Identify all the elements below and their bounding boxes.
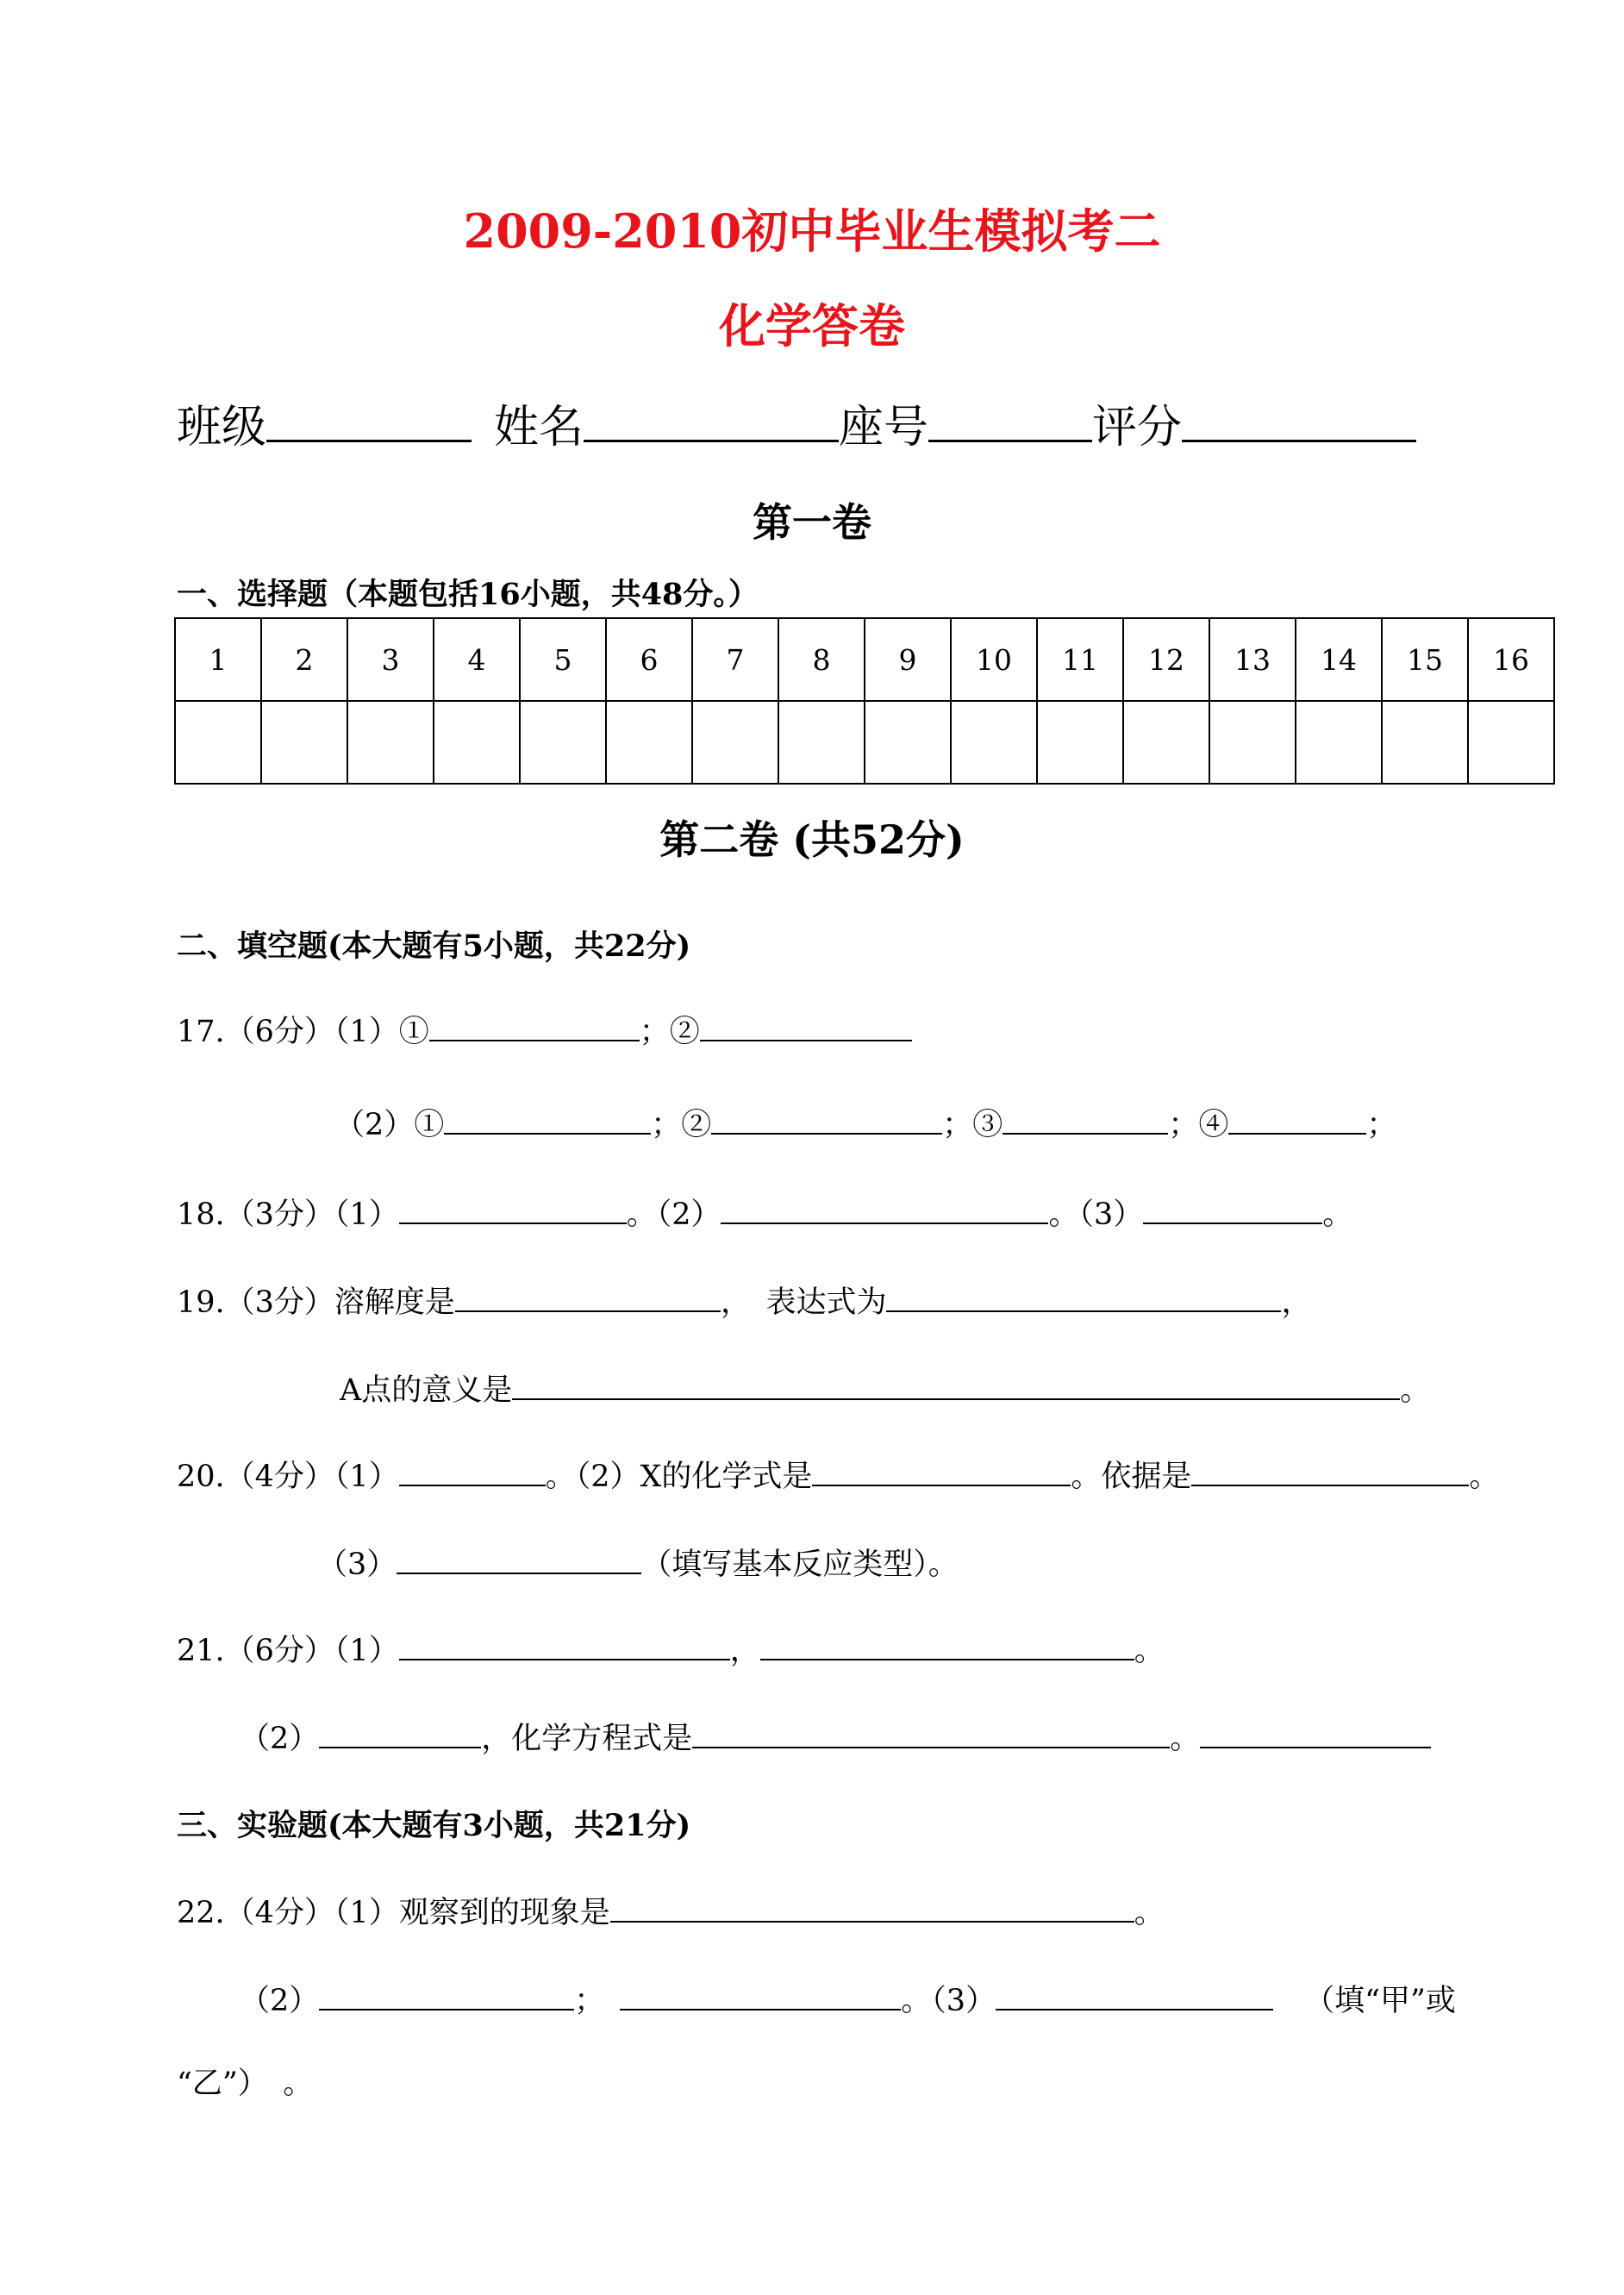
q21-line1 [177, 1626, 1165, 1666]
q19-b-blank[interactable] [512, 1366, 1400, 1400]
answer-table-number-cell: 14 [1296, 618, 1382, 701]
q20-3-blank[interactable] [1191, 1452, 1469, 1486]
q19-line2 [340, 1366, 1431, 1408]
section2-title: 二、填空题(本大题有5小题，共22分) [177, 929, 691, 964]
part2-heading: 第二卷 (共52分) [659, 816, 965, 863]
answer-table-answer-cell[interactable] [1037, 701, 1123, 784]
answer-table-answer-row [175, 701, 1554, 784]
q22-line2 [240, 1976, 1456, 2016]
q20-sep2: 。（2）X的化学式是 [545, 1460, 813, 1494]
answer-table-number-cell: 1 [175, 618, 261, 701]
q17-label: 17.（6分）（1）① [177, 1015, 429, 1049]
answer-table-answer-cell[interactable] [606, 701, 692, 784]
q22-b-1-blank[interactable] [319, 1976, 574, 2010]
q19-label: 19.（3分）溶解度是 [177, 1285, 455, 1320]
q20-sep3: 。依据是 [1071, 1460, 1192, 1494]
q22-line1 [177, 1888, 1165, 1928]
q18-1-blank[interactable] [399, 1190, 627, 1224]
exam-subtitle: 化学答卷 [719, 298, 905, 353]
answer-table-answer-cell[interactable] [347, 701, 434, 784]
q20-line1 [177, 1452, 1500, 1494]
q20-b-blank[interactable] [397, 1540, 641, 1574]
q21-label: 21.（6分）（1） [177, 1634, 399, 1668]
answer-table-number-cell: 3 [347, 618, 434, 701]
q22-end: 。 [1134, 1896, 1165, 1930]
answer-table-number-cell: 13 [1209, 618, 1296, 701]
q17-2-sep2: ；② [651, 1108, 712, 1142]
answer-table-number-cell: 15 [1382, 618, 1468, 701]
q21-b-1-blank[interactable] [319, 1714, 481, 1748]
q17-2-4-blank[interactable] [1228, 1100, 1366, 1135]
q22-b-sep3: 。（3） [901, 1984, 996, 2018]
q17-2-sep3: ；③ [942, 1108, 1003, 1142]
answer-table-answer-cell[interactable] [1296, 701, 1382, 784]
class-field[interactable] [266, 395, 472, 442]
q22-line3 [177, 2064, 313, 2104]
answer-table-number-cell: 2 [261, 618, 347, 701]
q20-1-blank[interactable] [399, 1452, 546, 1486]
answer-table-number-cell: 4 [434, 618, 520, 701]
q17-line1 [177, 1007, 912, 1047]
answer-table-answer-cell[interactable] [865, 701, 951, 784]
answer-table-answer-cell[interactable] [434, 701, 520, 784]
q20-end: 。 [1469, 1460, 1500, 1494]
q21-b-3-blank[interactable] [1200, 1714, 1431, 1748]
answer-table-answer-cell[interactable] [1123, 701, 1209, 784]
q22-b-3-blank[interactable] [996, 1976, 1273, 2010]
q18-sep2: 。（2） [626, 1198, 721, 1232]
answer-table-answer-cell[interactable] [951, 701, 1037, 784]
name-label: 姓名 [494, 402, 584, 453]
q17-2-sep4: ；④ [1168, 1108, 1229, 1142]
q22-c-text: “乙”） 。 [177, 2067, 314, 2101]
answer-table-header-row [175, 618, 1554, 701]
student-info-row [177, 395, 1416, 453]
q17-line2 [334, 1100, 1396, 1140]
answer-table-number-cell: 11 [1037, 618, 1123, 701]
q17-2-3-blank[interactable] [1003, 1100, 1168, 1135]
q21-b-2-blank[interactable] [692, 1714, 1170, 1748]
q21-sep: ， [729, 1634, 760, 1668]
q18-2-blank[interactable] [721, 1190, 1048, 1224]
q21-b-sep3: 。 [1170, 1722, 1201, 1756]
q22-b-label: （2） [240, 1984, 320, 2018]
q17-1-2-blank[interactable] [700, 1007, 912, 1041]
answer-table-number-cell: 6 [606, 618, 692, 701]
q17-2-end: ； [1366, 1108, 1397, 1142]
q20-2-blank[interactable] [812, 1452, 1071, 1486]
answer-table-number-cell: 16 [1468, 618, 1554, 701]
answer-table-number-cell: 7 [692, 618, 778, 701]
q17-1-1-blank[interactable] [429, 1007, 640, 1041]
q22-1-blank[interactable] [610, 1888, 1134, 1923]
answer-table-answer-cell[interactable] [1209, 701, 1296, 784]
q18-line [177, 1190, 1353, 1232]
q21-b-sep: ，化学方程式是 [481, 1722, 693, 1756]
q18-end: 。 [1322, 1198, 1353, 1232]
q19-end: ， [1281, 1285, 1312, 1320]
seat-label: 座号 [839, 402, 929, 453]
answer-table-number-cell: 8 [778, 618, 865, 701]
section3-title: 三、实验题(本大题有3小题，共21分) [177, 1808, 691, 1843]
name-field[interactable] [584, 395, 839, 442]
score-field[interactable] [1182, 395, 1416, 442]
q19-line1 [177, 1278, 1312, 1320]
q17-sep: ；② [639, 1015, 700, 1049]
score-label: 评分 [1092, 402, 1183, 453]
q17-2-1-blank[interactable] [444, 1100, 651, 1135]
answer-table-answer-cell[interactable] [261, 701, 347, 784]
q19-2-blank[interactable] [886, 1278, 1281, 1312]
class-label: 班级 [177, 402, 267, 453]
answer-table-number-cell: 5 [520, 618, 606, 701]
q22-b-hint: （填“甲”或 [1304, 1984, 1456, 2018]
section1-title: 一、选择题（本题包括16小题，共48分。） [177, 577, 759, 612]
answer-table-number-cell: 12 [1123, 618, 1209, 701]
q20-line2 [317, 1540, 959, 1582]
q20-label: 20.（4分）（1） [177, 1460, 399, 1494]
answer-table-number-cell: 9 [865, 618, 951, 701]
answer-table-number-cell: 10 [951, 618, 1037, 701]
q18-sep3: 。（3） [1048, 1198, 1144, 1232]
q19-sep: ， 表达式为 [720, 1285, 887, 1320]
q21-b-label: （2） [240, 1722, 320, 1756]
q18-3-blank[interactable] [1143, 1190, 1322, 1224]
q20-b-end: （填写基本反应类型）。 [641, 1548, 959, 1582]
answer-table [174, 617, 1555, 785]
q21-1-blank[interactable] [399, 1626, 730, 1660]
exam-title: 2009-2010初中毕业生模拟考二 [463, 203, 1161, 259]
q20-b-label: （3） [317, 1548, 397, 1582]
seat-field[interactable] [928, 395, 1092, 442]
q21-end: 。 [1134, 1634, 1165, 1668]
answer-table-answer-cell[interactable] [692, 701, 778, 784]
answer-table-answer-cell[interactable] [778, 701, 865, 784]
part1-heading: 第一卷 [753, 499, 871, 546]
q19-1-blank[interactable] [455, 1278, 721, 1312]
answer-table-answer-cell[interactable] [175, 701, 261, 784]
q22-b-sep: ； [574, 1984, 605, 2018]
q21-line2 [240, 1714, 1431, 1754]
q17-2-label: （2）① [334, 1108, 445, 1142]
q17-2-2-blank[interactable] [711, 1100, 942, 1135]
q22-b-2-blank[interactable] [620, 1976, 901, 2010]
q21-2-blank[interactable] [760, 1626, 1134, 1660]
q19-b-label: A点的意义是 [340, 1373, 513, 1408]
q22-label: 22.（4分）（1）观察到的现象是 [177, 1896, 610, 1930]
answer-table-answer-cell[interactable] [520, 701, 606, 784]
answer-table-answer-cell[interactable] [1382, 701, 1468, 784]
q18-label: 18.（3分）（1） [177, 1198, 399, 1232]
answer-table-answer-cell[interactable] [1468, 701, 1554, 784]
q19-b-end: 。 [1400, 1373, 1431, 1408]
